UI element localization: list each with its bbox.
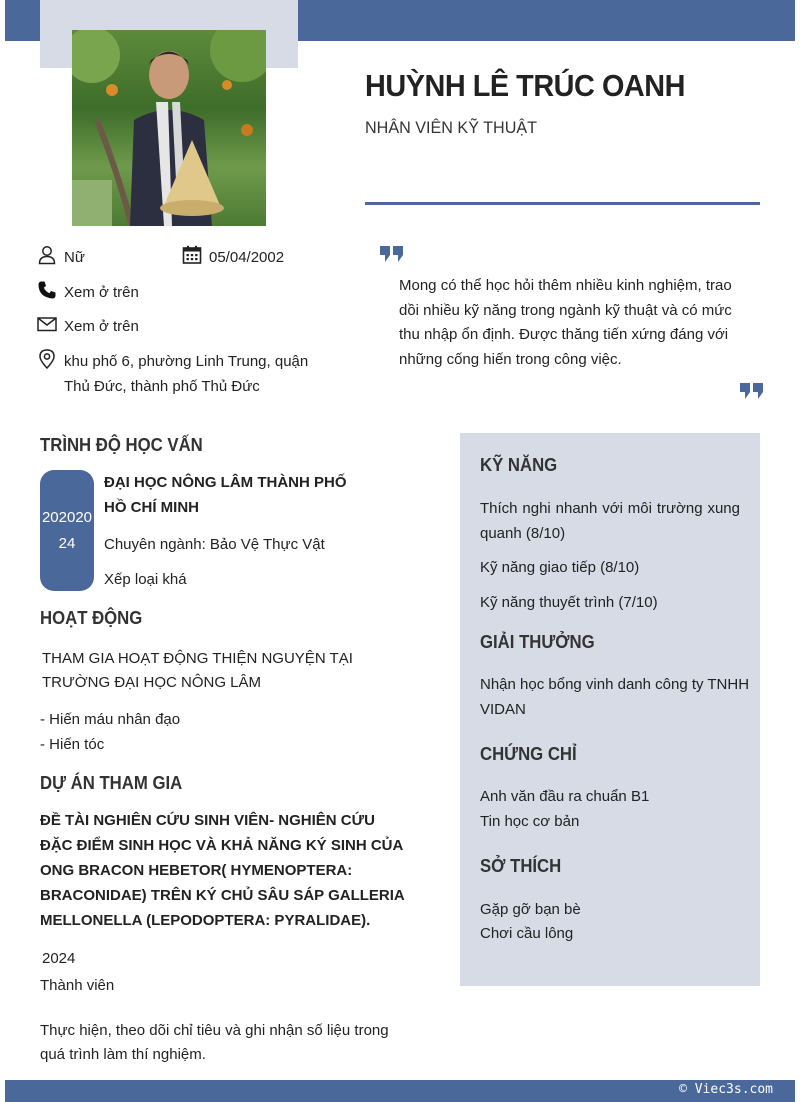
certificate-item: Anh văn đầu ra chuẩn B1 <box>480 788 650 805</box>
skills-heading: KỸ NĂNG <box>480 455 558 475</box>
gender-value: Nữ <box>64 249 85 266</box>
phone-row <box>37 280 139 305</box>
career-objective: Mong có thể học hỏi thêm nhiều kinh nghiệm, trao dồi nhiều kỹ năng trong ngành kỹ thuật và có mức thu nhập ổn định. Được thăng tiến xứng đáng với những cống hiến trong công việc. <box>399 277 732 368</box>
hobbies-heading: SỞ THÍCH <box>480 856 562 876</box>
awards-heading: GIẢI THƯỞNG <box>480 632 595 652</box>
calendar-icon <box>182 245 202 265</box>
quote-open-icon <box>380 246 404 262</box>
quote-close-icon <box>740 383 764 399</box>
award-item: Nhận học bổng vinh danh công ty TNHH VIDAN <box>480 676 750 718</box>
candidate-name: HUỲNH LÊ TRÚC OANH <box>365 68 685 103</box>
activities-heading: HOẠT ĐỘNG <box>40 608 143 628</box>
skill-item: Thích nghi nhanh với môi trường xung quanh (8/10) <box>480 500 740 542</box>
hobby-item: Gặp gỡ bạn bè <box>480 901 581 918</box>
watermark: © Viec3s.com <box>679 1082 773 1097</box>
education-school: ĐẠI HỌC NÔNG LÂM THÀNH PHỐ HỒ CHÍ MINH <box>104 474 347 516</box>
activity-title-line-2: TRƯỜNG ĐẠI HỌC NÔNG LÂM <box>42 674 262 691</box>
address-line-2: Thủ Đức, thành phố Thủ Đức <box>64 378 260 395</box>
education-years-line-1: 202020 <box>41 508 93 526</box>
phone-icon <box>37 280 57 300</box>
activity-title-line-1: THAM GIA HOẠT ĐỘNG THIỆN NGUYỆN TẠI <box>42 650 353 667</box>
location-pin-icon <box>37 349 57 369</box>
birthday-row <box>182 245 284 270</box>
certificates-heading: CHỨNG CHỈ <box>480 744 577 764</box>
education-rank: Xếp loại khá <box>104 571 187 588</box>
project-desc-line-2: quá trình làm thí nghiệm. <box>40 1046 206 1063</box>
skill-item: Kỹ năng thuyết trình (7/10) <box>480 594 658 611</box>
project-title: ĐỀ TÀI NGHIÊN CỨU SINH VIÊN- NGHIÊN CỨU ĐẶC ĐIỂM SINH HỌC VÀ KHẢ NĂNG KÝ SINH CỦA ONG BRACON HEBETOR( HYMENOPTERA: BRACONIDAE) TRÊN KÝ CHỦ SÂU SÁP GALLERIA MELLONELLA (LEPODOPTERA: PYRALIDAE). <box>40 812 405 929</box>
project-role: Thành viên <box>40 977 115 994</box>
projects-heading: DỰ ÁN THAM GIA <box>40 773 183 793</box>
hobby-item: Chơi cầu lông <box>480 925 574 942</box>
email-row <box>37 314 139 339</box>
address-row <box>37 349 308 399</box>
skill-item: Kỹ năng giao tiếp (8/10) <box>480 559 640 576</box>
job-title: NHÂN VIÊN KỸ THUẬT <box>365 118 538 137</box>
education-major: Chuyên ngành: Bảo Vệ Thực Vật <box>104 536 325 553</box>
education-years-line-2: 24 <box>58 534 76 552</box>
address-line-1: khu phố 6, phường Linh Trung, quận <box>64 353 309 370</box>
education-heading: TRÌNH ĐỘ HỌC VẤN <box>40 435 203 455</box>
activity-item: - Hiến tóc <box>40 736 105 753</box>
email-value: Xem ở trên <box>64 318 139 335</box>
project-desc-line-1: Thực hiện, theo dõi chỉ tiêu và ghi nhận số liệu trong <box>40 1022 389 1039</box>
gender-row <box>37 245 85 270</box>
birthday-value: 05/04/2002 <box>209 249 285 266</box>
certificate-item: Tin học cơ bản <box>480 813 580 830</box>
phone-value: Xem ở trên <box>64 284 139 301</box>
person-icon <box>37 245 57 265</box>
project-year: 2024 <box>42 950 76 967</box>
bottom-bar <box>5 1080 795 1102</box>
profile-photo <box>72 30 266 226</box>
education-years-badge <box>40 470 94 591</box>
mail-icon <box>37 314 57 334</box>
divider <box>365 202 760 205</box>
activity-item: - Hiến máu nhân đạo <box>40 711 181 728</box>
